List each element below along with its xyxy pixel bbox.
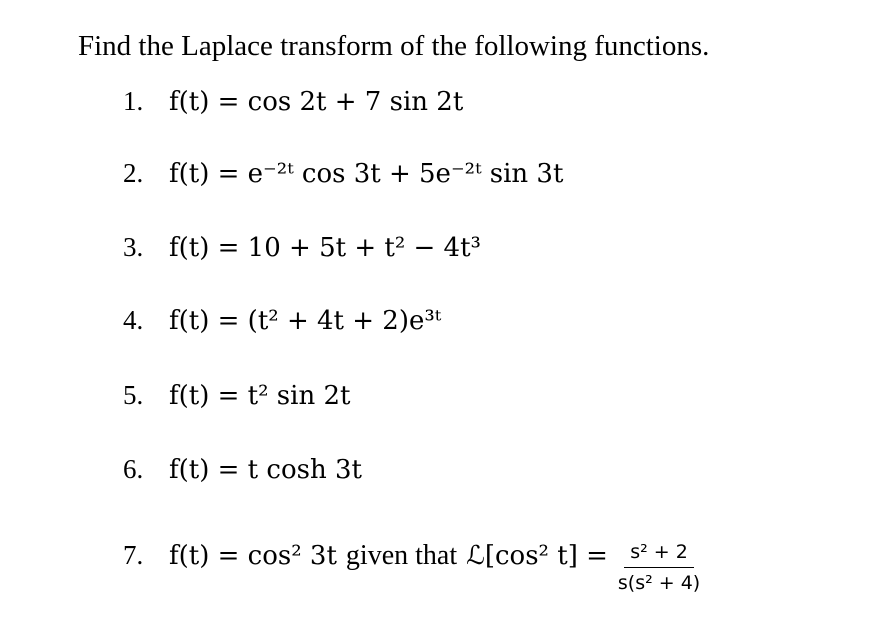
problem-expression: f(t) = 10 + 5t + t² − 4t³ — [169, 233, 481, 263]
problem-number: 6. — [123, 454, 144, 484]
problem-item-7 — [123, 540, 704, 594]
given-laplace-expression: ℒ[cos² t] = — [466, 541, 608, 571]
problem-number: 7. — [123, 540, 144, 570]
fraction-denominator: s(s² + 4) — [617, 572, 701, 594]
problem-item-3 — [123, 232, 481, 272]
problem-number: 4. — [123, 305, 144, 335]
given-fraction — [614, 539, 704, 596]
problem-number: 5. — [123, 380, 144, 410]
problem-item-5 — [123, 380, 350, 420]
problem-item-6 — [123, 454, 362, 494]
problem-item-4 — [123, 305, 441, 345]
problem-expression: f(t) = e⁻²ᵗ cos 3t + 5e⁻²ᵗ sin 3t — [169, 159, 564, 189]
problem-item-2 — [123, 158, 563, 198]
problem-expression: f(t) = (t² + 4t + 2)e³ᵗ — [169, 306, 442, 336]
instructions-heading: Find the Laplace transform of the following functions. — [78, 30, 710, 62]
problem-number: 1. — [123, 86, 144, 116]
given-text: given that — [345, 540, 458, 571]
problem-expression: f(t) = cos² 3t — [169, 541, 337, 571]
problem-expression: f(t) = t cosh 3t — [169, 455, 362, 485]
problem-expression: f(t) = t² sin 2t — [169, 381, 351, 411]
problem-item-1 — [123, 86, 463, 126]
fraction-numerator: s² + 2 — [624, 539, 694, 568]
problem-number: 2. — [123, 158, 144, 188]
problem-number: 3. — [123, 232, 144, 262]
problem-expression: f(t) = cos 2t + 7 sin 2t — [169, 87, 464, 117]
